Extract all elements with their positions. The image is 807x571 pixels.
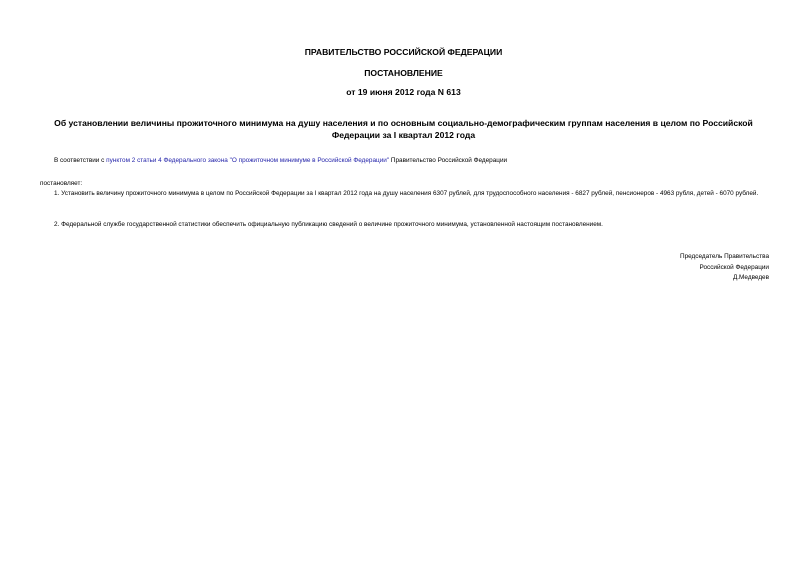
- issuing-authority: ПРАВИТЕЛЬСТВО РОССИЙСКОЙ ФЕДЕРАЦИИ: [304, 47, 503, 57]
- signature-title-line1: Председатель Правительства: [680, 253, 769, 260]
- signatory-name: Д.Медведев: [732, 274, 769, 281]
- document-title: Об установлении величины прожиточного минимума на душу населения и по основным социально-демографическим группам населения в целом по Российской Федерации за I квартал 2012 года: [54, 118, 753, 140]
- document-type: ПОСТАНОВЛЕНИЕ: [364, 68, 443, 78]
- resolves-text: постановляет:: [40, 180, 83, 187]
- law-reference-link[interactable]: пунктом 2 статьи 4 Федерального закона "О прожиточном минимуме в Российской Федерации": [106, 157, 390, 164]
- document-date-number: от 19 июня 2012 года N 613: [346, 87, 461, 97]
- intro-paragraph: [54, 156, 507, 167]
- intro-suffix: Правительство Российской Федерации: [390, 157, 508, 164]
- signature-block: [680, 252, 769, 284]
- intro-prefix: В соответствии с: [54, 157, 105, 164]
- item-2-paragraph: 2. Федеральной службе государственной статистики обеспечить официальную публикацию сведений о величине прожиточного минимума, установленной настоящим постановлением.: [54, 221, 603, 228]
- item-1-paragraph: 1. Установить величину прожиточного минимума в целом по Российской Федерации за I квартал 2012 года на душу населения 6307 рублей, для трудоспособного населения - 6827 рублей, пенсионеров - 4963 рубля, детей - 6070 рублей.: [54, 190, 759, 197]
- signature-title-line2: Российской Федерации: [699, 263, 769, 271]
